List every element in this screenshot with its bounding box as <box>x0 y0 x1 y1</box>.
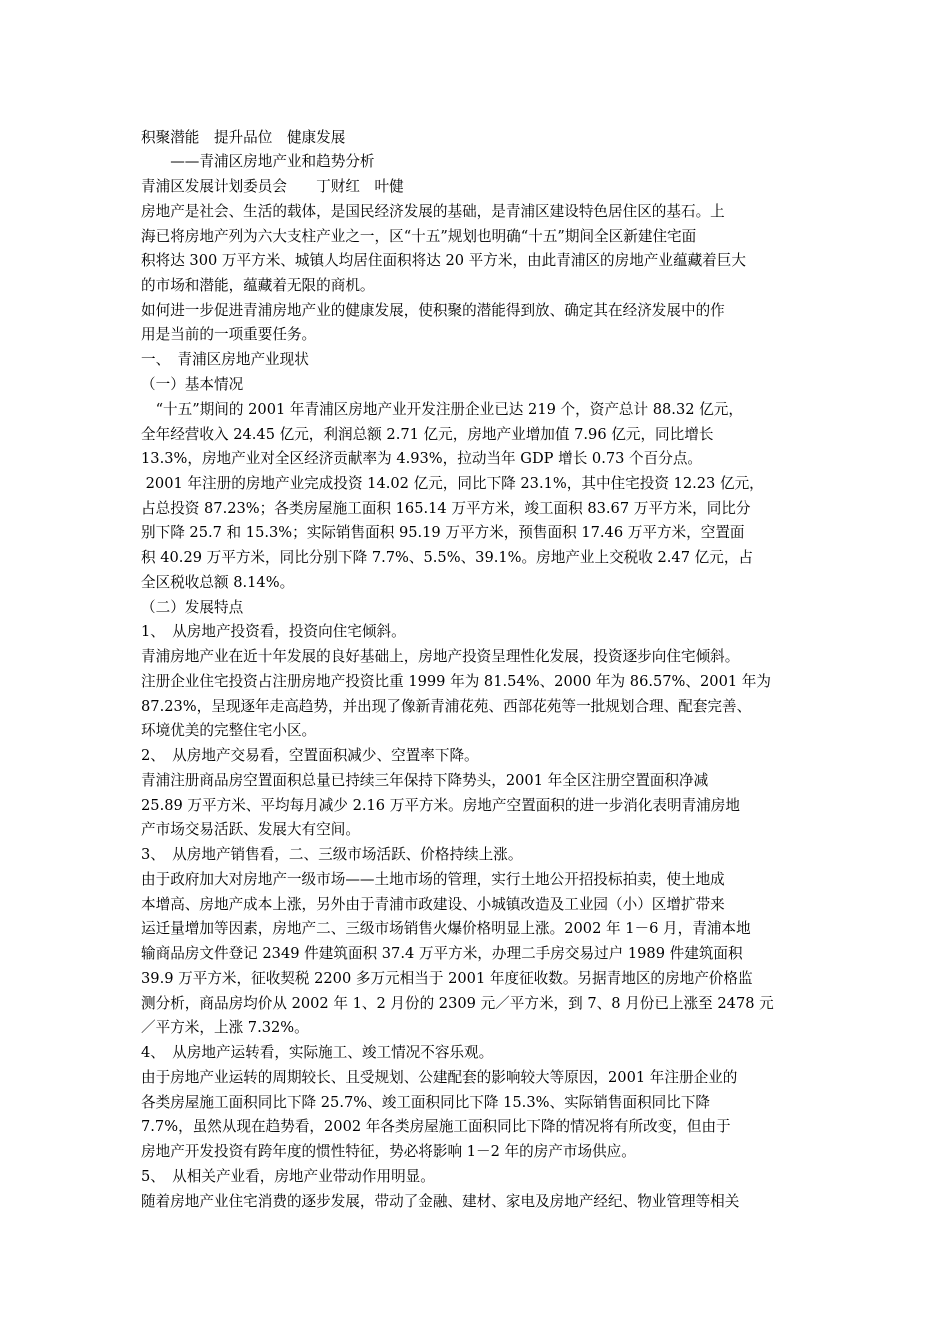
text-line: 如何进一步促进青浦房地产业的健康发展，使积聚的潜能得到放、确定其在经济发展中的作 <box>141 302 725 319</box>
text-line: 随着房地产业住宅消费的逐步发展，带动了金融、建材、家电及房地产经纪、物业管理等相关 <box>141 1193 740 1210</box>
text-line: 13.3%，房地产业对全区经济贡献率为 4.93%，拉动当年 GDP 增长 0.73 个百分点。 <box>141 450 703 467</box>
text-line: 产市场交易活跃、发展大有空间。 <box>141 821 360 838</box>
text-line: “十五”期间的 2001 年青浦区房地产业开发注册企业已达 219 个，资产总计 88.32 亿元， <box>141 401 743 418</box>
text-line: 房地产是社会、生活的载体，是国民经济发展的基础，是青浦区建设特色居住区的基石。上 <box>141 203 725 220</box>
text-line: ／平方米，上涨 7.32%。 <box>141 1019 309 1036</box>
subsection-heading: （二）发展特点 <box>141 599 244 616</box>
text-line: 占总投资 87.23%；各类房屋施工面积 165.14 万平方米，竣工面积 83.67 万平方米，同比分 <box>141 500 751 517</box>
text-line: 积 40.29 万平方米，同比分别下降 7.7%、5.5%、39.1%。房地产业上交税收 2.47 亿元，占 <box>141 549 754 566</box>
text-line: 由于房地产业运转的周期较长、且受规划、公建配套的影响较大等原因，2001 年注册企业的 <box>141 1069 738 1086</box>
doc-subtitle: ——青浦区房地产业和趋势分析 <box>141 153 375 170</box>
text-line: 运迁量增加等因素，房地产二、三级市场销售火爆价格明显上涨。2002 年 1－6 月，青浦本地 <box>141 920 751 937</box>
text-line: 青浦注册商品房空置面积总量已持续三年保持下降势头，2001 年全区注册空置面积净减 <box>141 772 709 789</box>
text-line: 输商品房文件登记 2349 件建筑面积 37.4 万平方米，办理二手房交易过户 1989 件建筑面积 <box>141 945 743 962</box>
item-heading: 3、 从房地产销售看，二、三级市场活跃、价格持续上涨。 <box>141 846 523 863</box>
subsection-heading: （一）基本情况 <box>141 376 244 393</box>
text-line: 各类房屋施工面积同比下降 25.7%、竣工面积同比下降 15.3%、实际销售面积同比下降 <box>141 1094 711 1111</box>
text-line: 由于政府加大对房地产一级市场——土地市场的管理，实行土地公开招投标拍卖，使土地成 <box>141 871 725 888</box>
item-heading: 4、 从房地产运转看，实际施工、竣工情况不容乐观。 <box>141 1044 494 1061</box>
text-line: 的市场和潜能，蕴藏着无限的商机。 <box>141 277 375 294</box>
text-line: 39.9 万平方米，征收契税 2200 多万元相当于 2001 年度征收数。另据青地区的房地产价格监 <box>141 970 753 987</box>
doc-title: 积聚潜能 提升品位 健康发展 <box>141 129 346 146</box>
section-heading: 一、 青浦区房地产业现状 <box>141 351 309 368</box>
text-line: 环境优美的完整住宅小区。 <box>141 722 317 739</box>
text-line: 用是当前的一项重要任务。 <box>141 326 317 343</box>
text-line: 注册企业住宅投资占注册房地产投资比重 1999 年为 81.54%、2000 年为 86.57%、2001 年为 <box>141 673 771 690</box>
text-line: 海已将房地产列为六大支柱产业之一，区“十五”规划也明确“十五”期间全区新建住宅面 <box>141 228 697 245</box>
text-line: 本增高、房地产成本上涨，另外由于青浦市政建设、小城镇改造及工业园（小）区增扩带来 <box>141 896 725 913</box>
text-line: 青浦房地产业在近十年发展的良好基础上，房地产投资呈理性化发展，投资逐步向住宅倾斜。 <box>141 648 740 665</box>
text-line: 房地产开发投资有跨年度的惯性特征，势必将影响 1－2 年的房产市场供应。 <box>141 1143 636 1160</box>
doc-authors: 青浦区发展计划委员会 丁财红 叶健 <box>141 178 404 195</box>
item-heading: 1、 从房地产投资看，投资向住宅倾斜。 <box>141 623 406 640</box>
text-line: 25.89 万平方米、平均每月减少 2.16 万平方米。房地产空置面积的进一步消化表明青浦房地 <box>141 797 740 814</box>
text-line: 全年经营收入 24.45 亿元，利润总额 2.71 亿元，房地产业增加值 7.96 亿元，同比增长 <box>141 426 714 443</box>
item-heading: 5、 从相关产业看，房地产业带动作用明显。 <box>141 1168 435 1185</box>
text-line: 87.23%，呈现逐年走高趋势，并出现了像新青浦花苑、西部花苑等一批规划合理、配套完善、 <box>141 698 752 715</box>
text-line: 7.7%，虽然从现在趋势看，2002 年各类房屋施工面积同比下降的情况将有所改变，但由于 <box>141 1118 731 1135</box>
text-line: 测分析，商品房均价从 2002 年 1、2 月份的 2309 元／平方米，到 7、8 月份已上涨至 2478 元 <box>141 995 774 1012</box>
text-line: 全区税收总额 8.14%。 <box>141 574 295 591</box>
text-line: 2001 年注册的房地产业完成投资 14.02 亿元，同比下降 23.1%，其中住宅投资 12.23 亿元， <box>141 475 764 492</box>
text-line: 积将达 300 万平方米、城镇人均居住面积将达 20 平方米，由此青浦区的房地产业蕴藏着巨大 <box>141 252 746 269</box>
text-line: 别下降 25.7 和 15.3%；实际销售面积 95.19 万平方米，预售面积 17.46 万平方米，空置面 <box>141 524 745 541</box>
item-heading: 2、 从房地产交易看，空置面积减少、空置率下降。 <box>141 747 479 764</box>
